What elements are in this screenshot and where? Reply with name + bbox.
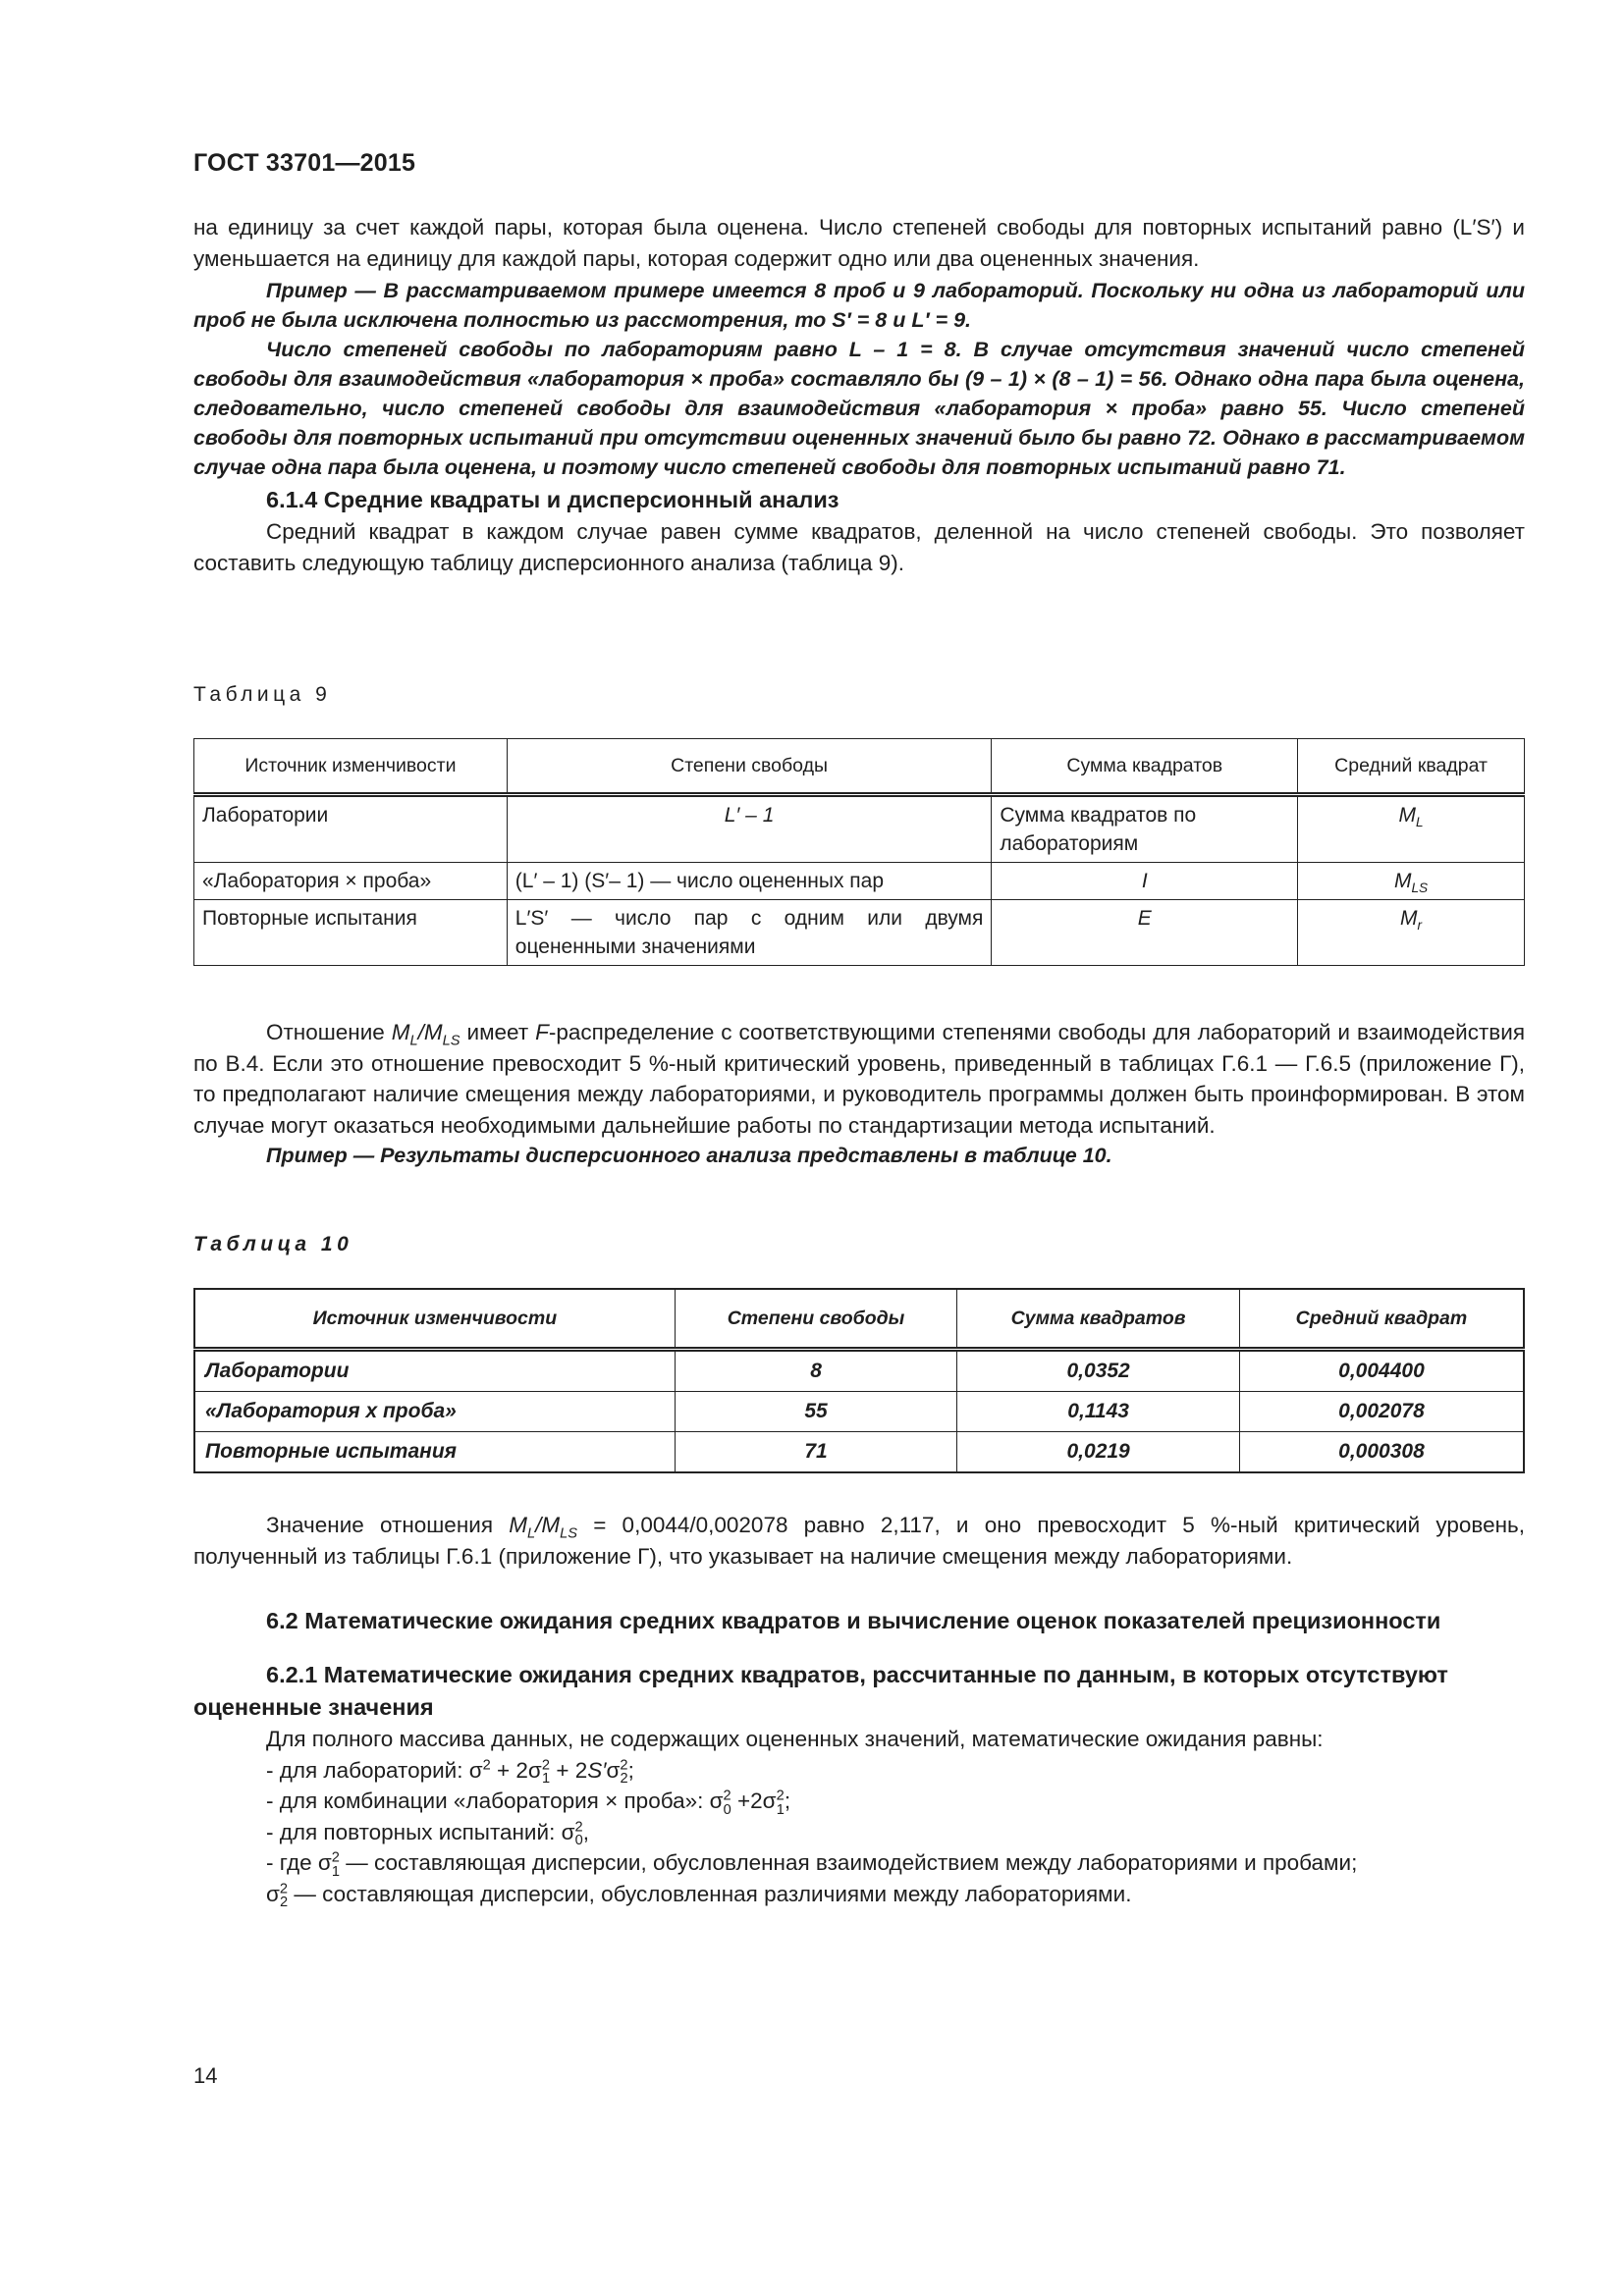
ratio-symbol: M [391, 1020, 410, 1044]
section-614-text: Средний квадрат в каждом случае равен сумме квадратов, деленной на число степеней свободы. Это позволяет составить следующую таблицу дисперсионного анализа (таблица 9). [193, 519, 1525, 575]
table10-cell-ms: 0,002078 [1239, 1392, 1524, 1432]
table10-header-source: Источник изменчивости [194, 1289, 675, 1350]
table10-header-ss: Сумма квадратов [957, 1289, 1240, 1350]
ms-subscript: LS [1411, 881, 1429, 896]
list-item-repeat: - для повторных испытаний: $\sigma^2_0$, [266, 1819, 590, 1848]
sigma2-text: — составляющая дисперсии, обусловленная различиями между лабораториями. [288, 1881, 1132, 1906]
table9-header-df: Степени свободы [507, 739, 992, 795]
ratio-lead: Отношение [266, 1020, 392, 1044]
example-paragraph-2: Число степеней свободы по лабораториям равно L – 1 = 8. В случае отсутствия значений число степеней свободы для взаимодействия «лаборатория × проба» составляло бы (9 – 1) × (8 – 1) = 56. Однако одна пара была оценена, следовательно, число степеней свободы для взаимодействия «лаборатория × проба» равно 55. Число степеней свободы для повторных испытаний при отсутствии оцененных значений было бы равно 72. Однако в рассматриваемом случае одна пара была оценена, и поэтому число степеней свободы для повторных испытаний равно 71. [193, 338, 1525, 479]
section-heading-614: 6.1.4 Средние квадраты и дисперсионный анализ [266, 487, 839, 512]
list-label: - для повторных испытаний: [266, 1819, 562, 1844]
ratio-paragraph [193, 1017, 1525, 1141]
section-621-text: Для полного массива данных, не содержащих оцененных значений, математические ожидания равны: [266, 1727, 1324, 1751]
table10-header-row [194, 1289, 1524, 1350]
ms-symbol: M [1393, 870, 1412, 892]
table-row [194, 863, 1525, 900]
table-9 [193, 738, 1525, 966]
table9-header-ss: Сумма квадратов [992, 739, 1298, 795]
table9-cell-df: L′S′ — число пар с одним или двумя оцененными значениями [507, 900, 992, 966]
table10-cell-source: Лаборатории [194, 1350, 675, 1392]
example-paragraph-3: Пример — Результаты дисперсионного анализа представлены в таблице 10. [266, 1144, 1112, 1167]
ratio-sub: L [409, 1033, 418, 1049]
table9-cell-df: L′ – 1 [507, 795, 992, 863]
list-label: - для комбинации «лаборатория × проба»: [266, 1789, 710, 1813]
table-row [194, 1392, 1524, 1432]
ratio-mid: имеет [460, 1020, 536, 1044]
table9-cell-ms [1298, 795, 1525, 863]
ratio-rest: -распределение с соответствующими степенями свободы для лабораторий и взаимодействия по В.4. Если это отношение превосходит 5 %-ный критический уровень, приведенный в таблицах Г.6.1 — Г.6.5 (приложение Г), то предполагают наличие смещения между лабораториями, и руководитель программы должен быть проинформирован. В этом случае могут оказаться необходимыми дальнейшие работы по стандартизации метода испытаний. [193, 1020, 1526, 1138]
document-header-id: ГОСТ 33701—2015 [193, 149, 416, 177]
table10-header-ms: Средний квадрат [1239, 1289, 1524, 1350]
value-block [193, 1510, 1525, 1909]
ms-symbol: M [1398, 804, 1417, 827]
table9-caption: Таблица 9 [193, 683, 332, 706]
table10-cell-ms: 0,004400 [1239, 1350, 1524, 1392]
table10-container [193, 1288, 1525, 1473]
value-lead: Значение отношения [266, 1513, 510, 1537]
table-row [194, 795, 1525, 863]
table9-cell-ss: Сумма квадратов по лабораториям [992, 795, 1298, 863]
sigma2-definition: $\sigma^2_2$ — составляющая дисперсии, обусловленная различиями между лабораториями. [266, 1881, 1132, 1910]
ratio-sub: LS [442, 1033, 460, 1049]
ratio-block [193, 1017, 1525, 1170]
table-row [194, 1350, 1524, 1392]
table9-cell-source: «Лаборатория × проба» [194, 863, 508, 900]
intro-paragraph: на единицу за счет каждой пары, которая была оценена. Число степеней свободы для повторных испытаний равно (L′S′) и уменьшается на единицу для каждой пары, которая содержит одно или два оцененных значения. [193, 215, 1525, 271]
section-heading-621: 6.2.1 Математические ожидания средних квадратов, рассчитанные по данным, в которых отсутствуют оцененные значения [193, 1662, 1448, 1720]
list-label: - для лабораторий: [266, 1757, 469, 1783]
table10-cell-df: 8 [675, 1350, 957, 1392]
table10-cell-ss: 0,0352 [957, 1350, 1240, 1392]
intro-block [193, 212, 1525, 578]
table9-cell-df: (L′ – 1) (S′– 1) — число оцененных пар [507, 863, 992, 900]
table-10 [193, 1288, 1525, 1473]
list-label: - где [266, 1850, 318, 1875]
ratio-symbol: M [509, 1513, 527, 1537]
list-item-where: - где $\sigma^2_1$ — составляющая дисперсии, обусловленная взаимодействием между лабораториями и пробами; [266, 1849, 1358, 1880]
table-row [194, 900, 1525, 966]
table9-cell-ss: I [992, 863, 1298, 900]
where-text: — составляющая дисперсии, обусловленная взаимодействием между лабораториями и пробами; [340, 1850, 1358, 1875]
list-item-combo: - для комбинации «лаборатория × проба»: $\sigma^2_0 +2\sigma^2_1$; [266, 1788, 791, 1818]
table10-cell-source: «Лаборатория х проба» [194, 1392, 675, 1432]
ratio-sub: L [526, 1525, 536, 1542]
table9-header-ms: Средний квадрат [1298, 739, 1525, 795]
table10-cell-df: 71 [675, 1432, 957, 1473]
ratio-symbol: /M [417, 1020, 443, 1044]
section-heading-62: 6.2 Математические ожидания средних квадратов и вычисление оценок показателей прецизионности [266, 1608, 1441, 1633]
value-paragraph [193, 1510, 1525, 1572]
table10-cell-source: Повторные испытания [194, 1432, 675, 1473]
table10-cell-ms: 0,000308 [1239, 1432, 1524, 1473]
table9-cell-ms [1298, 863, 1525, 900]
ms-subscript: r [1417, 918, 1423, 934]
table9-container [193, 738, 1525, 966]
table9-cell-source: Лаборатории [194, 795, 508, 863]
table10-cell-df: 55 [675, 1392, 957, 1432]
example-paragraph-1: Пример — В рассматриваемом примере имеется 8 проб и 9 лабораторий. Поскольку ни одна из лабораторий или проб не была исключена полностью из рассмотрения, то S′ = 8 и L′ = 9. [193, 279, 1525, 332]
page-number: 14 [193, 2063, 218, 2088]
table10-cell-ss: 0,1143 [957, 1392, 1240, 1432]
table10-header-df: Степени свободы [675, 1289, 957, 1350]
table9-header-row [194, 739, 1525, 795]
table10-caption: Таблица 10 [193, 1233, 353, 1255]
table9-cell-source: Повторные испытания [194, 900, 508, 966]
table9-cell-ms [1298, 900, 1525, 966]
table-row [194, 1432, 1524, 1473]
ms-symbol: M [1400, 907, 1418, 930]
table10-cell-ss: 0,0219 [957, 1432, 1240, 1473]
value-rest: = 0,0044/0,002078 равно 2,117, и оно превосходит 5 %-ный критический уровень, полученный из таблицы Г.6.1 (приложение Г), что указывает на наличие смещения между лабораториями. [193, 1513, 1525, 1569]
table9-header-source: Источник изменчивости [194, 739, 508, 795]
table9-cell-ss: E [992, 900, 1298, 966]
ms-subscript: L [1416, 815, 1424, 830]
ratio-sub: LS [560, 1525, 577, 1542]
ratio-symbol: /M [535, 1513, 561, 1537]
list-item-labs: - для лабораторий: $\sigma^2 + 2\sigma^2_1 + 2S'\sigma^2_2$; [266, 1757, 634, 1787]
f-symbol: F [535, 1020, 549, 1044]
